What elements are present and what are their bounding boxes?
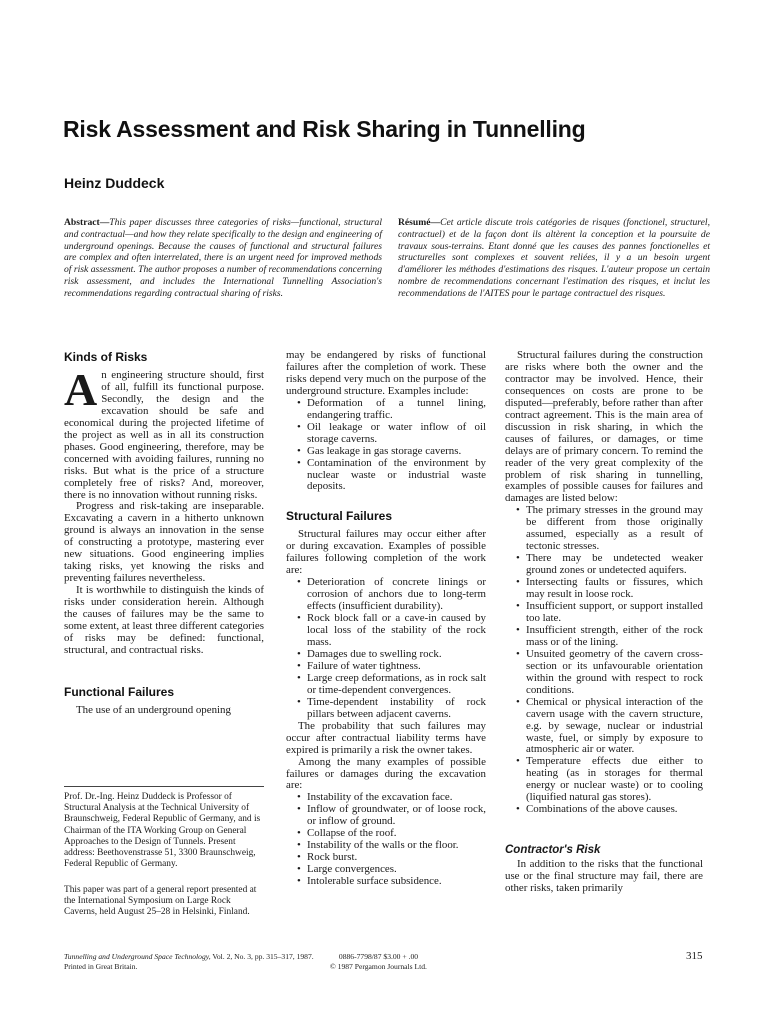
list-item: • The primary stresses in the ground may be different from those originally assumed, especially as a result of tectonic stresses. xyxy=(516,505,703,553)
list-item: • Intersecting faults or fissures, which may result in loose rock. xyxy=(516,577,703,601)
copyright: © 1987 Pergamon Journals Ltd. xyxy=(330,961,427,971)
column-3 xyxy=(505,350,703,895)
printed-in: Printed in Great Britain. xyxy=(64,961,138,971)
footnote-rule xyxy=(64,786,264,787)
paragraph: In addition to the risks that the functional use or the final structure may fail, there are other risks, taken primarily xyxy=(505,858,703,895)
list-item: • Large convergences. xyxy=(297,864,486,876)
list-item: • Rock block fall or a cave-in caused by local loss of the stability of the rock mass. xyxy=(297,613,486,649)
paragraph: may be endangered by risks of functional failures after the completion of work. These risks depend very much on the purpose of the underground structure. Examples include: xyxy=(286,349,486,397)
list-item: • Temperature effects due either to heating (as in storages for thermal energy or nuclear waste) or to cooling (liquified natural gas stores). xyxy=(516,756,703,804)
list-item: • Contamination of the environment by nuclear waste or industrial waste deposits. xyxy=(297,458,486,494)
list-item: • Chemical or physical interaction of the cavern usage with the cavern structure, e.g. by sewage, nuclear or industrial waste, fuel, or simply by exposure to atmospheric air or water. xyxy=(516,697,703,757)
paragraph: The use of an underground opening xyxy=(76,703,231,716)
abstract-text: This paper discusses three categories of risks—functional, structural and contractual—and how they relate specifically to the design and engineering of underground openings. Because the causes of functional and structural failures are complex and often interrelated, there is an urgent need for improved methods of risk assessment. The author proposes a number of recommendations concerning risk assessment, and includes the International Tunnelling Association's recommendations regarding contractual sharing of risks. xyxy=(64,217,382,299)
list-item: • Large creep deformations, as in rock salt or time-dependent convergences. xyxy=(297,673,486,697)
paragraph: Structural failures may occur either after or during excavation. Examples of possible failures following completion of the work are: xyxy=(286,528,486,577)
symposium-footnote: This paper was part of a general report presented at the International Symposium on Large Rock Caverns, held August 25–28 in Helsinki, Finland. xyxy=(64,885,257,918)
bullet-list xyxy=(516,505,703,816)
list-item: • Time-dependent instability of rock pillars between adjacent caverns. xyxy=(297,697,486,721)
page-number: 315 xyxy=(686,950,703,962)
paragraph: Progress and risk-taking are inseparable. Excavating a cavern in a hitherto unknown ground is always an innovation in the sense of constructing a prototype, mastering ever new situations. Good engineering implies taking risks, yet knowing the risks and preventing failures nevertheless. xyxy=(64,500,264,585)
journal-citation xyxy=(64,952,314,971)
list-item: • Deterioration of concrete linings or corrosion of anchors due to long-term effects (insufficient durability). xyxy=(297,577,486,613)
resume-text: Cet article discute trois catégories de risques (fonctionel, structurel, contractuel) et de la façon dont ils altèrent la conception et la poursuite de travaux sous-terrains. Etant donné que les causes des pannes fonctionelles et structurelles sont complexes et souvent reliées, il y a un besoin urgent d'améliorer les méthodes d'estimations des risques. L'auteur propose un certain nombre de recommendations concernant l'estimation des risques, et inclut les recommendations de l'AITES pour le partage contractuel des risques. xyxy=(398,217,710,299)
paragraph: The probability that such failures may occur after contractual liability terms have expired is primarily a risk the owner takes. xyxy=(286,719,486,756)
bullet-list xyxy=(297,577,486,720)
abstract-lead: Abstract— xyxy=(64,217,110,228)
heading-kinds-of-risks: Kinds of Risks xyxy=(64,350,148,364)
list-item: • Inflow of groundwater, or of loose rock, or inflow of ground. xyxy=(297,804,486,828)
list-item: • Insufficient support, or support installed too late. xyxy=(516,601,703,625)
list-item: • Failure of water tightness. xyxy=(297,661,486,673)
list-item: • Oil leakage or water inflow of oil storage caverns. xyxy=(297,422,486,446)
drop-cap: A xyxy=(64,364,98,415)
heading-contractors-risk: Contractor's Risk xyxy=(505,844,601,857)
list-item: • Deformation of a tunnel lining, endangering traffic. xyxy=(297,398,486,422)
list-item: • Collapse of the roof. xyxy=(297,828,486,840)
author-name: Heinz Duddeck xyxy=(64,175,165,191)
paragraph-text: n engineering structure should, first of all, fulfill its functional purpose. Secondly, the design and the excavation should be safe and economical during the projected lifetime of the project as well as in all its construction phases. Good engineering, therefore, may be concerned with avoiding failures, running no risks. But what is the price of a structure completely free of risks? And, moreover, there is no innovation without running risks. xyxy=(64,369,264,501)
list-item: • Damages due to swelling rock. xyxy=(297,649,486,661)
list-item: • There may be undetected weaker ground zones or undetected aquifers. xyxy=(516,553,703,577)
abstract-english xyxy=(64,217,382,300)
issn: 0886-7798/87 $3.00 + .00 xyxy=(338,952,419,961)
list-item: • Combinations of the above causes. xyxy=(516,804,703,816)
bullet-list xyxy=(297,398,486,494)
list-item: • Unsuited geometry of the cavern cross-section or its unfavourable orientation within the ground with respect to rock conditions. xyxy=(516,649,703,697)
list-item: • Intolerable surface subsidence. xyxy=(297,876,486,888)
resume-lead: Résumé— xyxy=(398,217,441,228)
list-item: • Gas leakage in gas storage caverns. xyxy=(297,446,486,458)
journal-name: Tunnelling and Underground Space Technology, xyxy=(64,952,211,961)
heading-functional-failures: Functional Failures xyxy=(64,684,175,699)
paragraph: Structural failures during the construction are risks where both the owner and the contractor may be involved. Hence, their consequences on costs are prone to be disputed—preferably, before rather than after contract agreement. This is the main area of discussion in risk sharing, in which the causes of failures, or damages, or time delays are of primary concern. To remind the reader of the very great complexity of the problem of risk sharing in tunnelling, examples of possible causes for failures and damages are listed below: xyxy=(505,349,703,505)
abstract-french xyxy=(398,217,710,300)
citation-details: Vol. 2, No. 3, pp. 315–317, 1987. xyxy=(210,952,314,961)
page-title: Risk Assessment and Risk Sharing in Tunnelling xyxy=(63,116,586,142)
paragraph: Among the many examples of possible failures or damages during the excavation are: xyxy=(286,755,486,792)
heading-structural-failures: Structural Failures xyxy=(286,509,393,524)
column-2 xyxy=(286,350,486,888)
paragraph xyxy=(64,364,264,501)
bullet-list xyxy=(297,792,486,888)
list-item: • Instability of the excavation face. xyxy=(297,792,486,804)
paragraph: It is worthwhile to distinguish the kinds of risks under consideration herein. Although the causes of failures may be the same to some extent, at least three different categories of risks may be defined: functional, structural, and contractual risks. xyxy=(64,584,264,656)
list-item: • Rock burst. xyxy=(297,852,486,864)
author-footnote: Prof. Dr.-Ing. Heinz Duddeck is Professor of Structural Analysis at the Technical University of Braunschweig, Federal Republic of Germany, and is Chairman of the ITA Working Group on General Approaches to the Design of Tunnels. Present address: Beethovenstrasse 51, 3300 Braunschweig, Federal Republic of Germany. xyxy=(64,792,261,870)
column-1 xyxy=(64,350,264,717)
copyright-block xyxy=(330,952,427,971)
list-item: • Instability of the walls or the floor. xyxy=(297,840,486,852)
list-item: • Insufficient strength, either of the rock mass or of the lining. xyxy=(516,625,703,649)
